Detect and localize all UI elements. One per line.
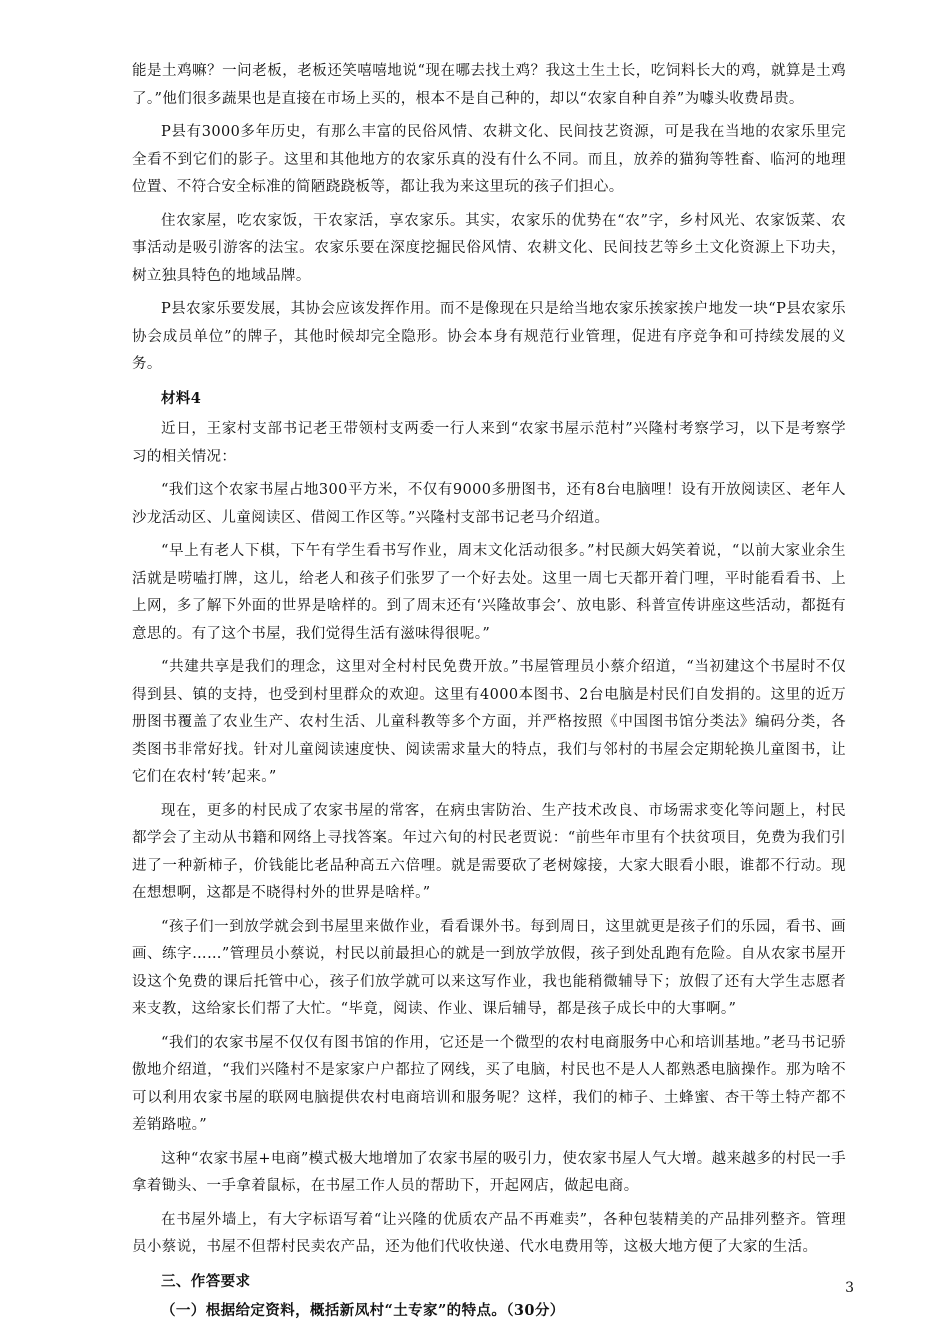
paragraph: P县农家乐要发展，其协会应该发挥作用。而不是像现在只是给当地农家乐挨家挨户地发一块“P县农家乐协会成员单位”的牌子，其他时候却完全隐形。协会本身有规范行业管理，促进有序竞争和可持续发展的义务。 <box>132 301 846 372</box>
paragraph: 住农家屋，吃农家饭，干农家活，享农家乐。其实，农家乐的优势在“农”字，乡村风光、农家饭菜、农事活动是吸引游客的法宝。农家乐要在深度挖掘民俗风情、农耕文化、民间技艺等乡土文化资源上下功夫，树立独具特色的地域品牌。 <box>132 212 846 284</box>
paragraph: “早上有老人下棋，下午有学生看书写作业，周末文化活动很多。”村民颜大妈笑着说，“以前大家业余生活就是唠嗑打牌，这儿，给老人和孩子们张罗了一个好去处。这里一周七天都开着门哩，平时能看看书、上上网，多了解下外面的世界是啥样的。到了周末还有‘兴隆故事会’、放电影、科普宣传讲座这些活动，都挺有意思的。有了这个书屋，我们觉得生活有滋味得很呢。” <box>132 543 846 642</box>
paragraph: “我们的农家书屋不仅仅有图书馆的作用，它还是一个微型的农村电商服务中心和培训基地。”老马书记骄傲地介绍道，“我们兴隆村不是家家户户都拉了网线，买了电脑，村民也不是人人都熟悉电脑操作。那为啥不可以利用农家书屋的联网电脑提供农村电商培训和服务呢？这样，我们的柿子、土蜂蜜、杏干等土特产都不差销路啦。” <box>132 1034 846 1133</box>
paragraph: 能是土鸡嘛？一问老板，老板还笑嘻嘻地说“现在哪去找土鸡？我这土生土长，吃饲料长大的鸡，就算是土鸡了。”他们很多蔬果也是直接在市场上买的，根本不是自己种的，却以“农家自种自养”为噱头收费昂贵。 <box>132 63 846 107</box>
paragraph: P县有3000多年历史，有那么丰富的民俗风情、农耕文化、民间技艺资源，可是我在当地的农家乐里完全看不到它们的影子。这里和其他地方的农家乐真的没有什么不同。而且，放养的猫狗等牲畜、临河的地理位置、不符合安全标准的简陋跷跷板等，都让我为来这里玩的孩子们担心。 <box>132 124 846 195</box>
paragraph: 近日，王家村支部书记老王带领村支两委一行人来到“农家书屋示范村”兴隆村考察学习，以下是考察学习的相关情况： <box>132 421 846 465</box>
paragraph: 这种“农家书屋+电商”模式极大地增加了农家书屋的吸引力，使农家书屋人气大增。越来越多的村民一手拿着锄头、一手拿着鼠标，在书屋工作人员的帮助下，开起网店，做起电商。 <box>132 1150 846 1194</box>
paragraph: 现在，更多的村民成了农家书屋的常客，在病虫害防治、生产技术改良、市场需求变化等问题上，村民都学会了主动从书籍和网络上寻找答案。年过六旬的村民老贾说：“前些年市里有个扶贫项目，免费为我们引进了一种新柿子，价钱能比老品种高五六倍哩。就是需要砍了老树嫁接，大家大眼看小眼，谁都不行动。现在想想啊，这都是不晓得村外的世界是啥样。” <box>132 802 846 901</box>
document-body <box>132 58 846 1325</box>
paragraph: 在书屋外墙上，有大字标语写着“让兴隆的优质农产品不再难卖”，各种包装精美的产品排列整齐。管理员小蔡说，书屋不但帮村民卖农产品，还为他们代收快递、代水电费用等，这极大地方便了大家的生活。 <box>132 1211 846 1255</box>
material-4-heading: 材料4 <box>161 389 202 407</box>
question-1: （一）根据给定资料，概括新凤村“土专家”的特点。（30分） <box>161 1302 565 1319</box>
page-number: 3 <box>845 1280 854 1296</box>
section-3-heading: 三、作答要求 <box>161 1272 251 1290</box>
paragraph: “孩子们一到放学就会到书屋里来做作业，看看课外书。每到周日，这里就更是孩子们的乐园，看书、画画、练字……”管理员小蔡说，村民以前最担心的就是一到放学放假，孩子到处乱跑有危险。自从农家书屋开设这个免费的课后托管中心，孩子们放学就可以来这写作业，我也能稍微辅导下；放假了还有大学生志愿者来支教，这给家长们帮了大忙。“毕竟，阅读、作业、课后辅导，都是孩子成长中的大事啊。” <box>132 918 846 1017</box>
paragraph: “我们这个农家书屋占地300平方米，不仅有9000多册图书，还有8台电脑哩！设有开放阅读区、老年人沙龙活动区、儿童阅读区、借阅工作区等。”兴隆村支部书记老马介绍道。 <box>132 482 846 526</box>
paragraph: “共建共享是我们的理念，这里对全村村民免费开放。”书屋管理员小蔡介绍道，“当初建这个书屋时不仅得到县、镇的支持，也受到村里群众的欢迎。这里有4000本图书、2台电脑是村民们自发捐的。这里的近万册图书覆盖了农业生产、农村生活、儿童科教等多个方面，并严格按照《中国图书馆分类法》编码分类，各类图书非常好找。针对儿童阅读速度快、阅读需求量大的特点，我们与邻村的书屋会定期轮换儿童图书，让它们在农村‘转’起来。” <box>132 659 846 785</box>
